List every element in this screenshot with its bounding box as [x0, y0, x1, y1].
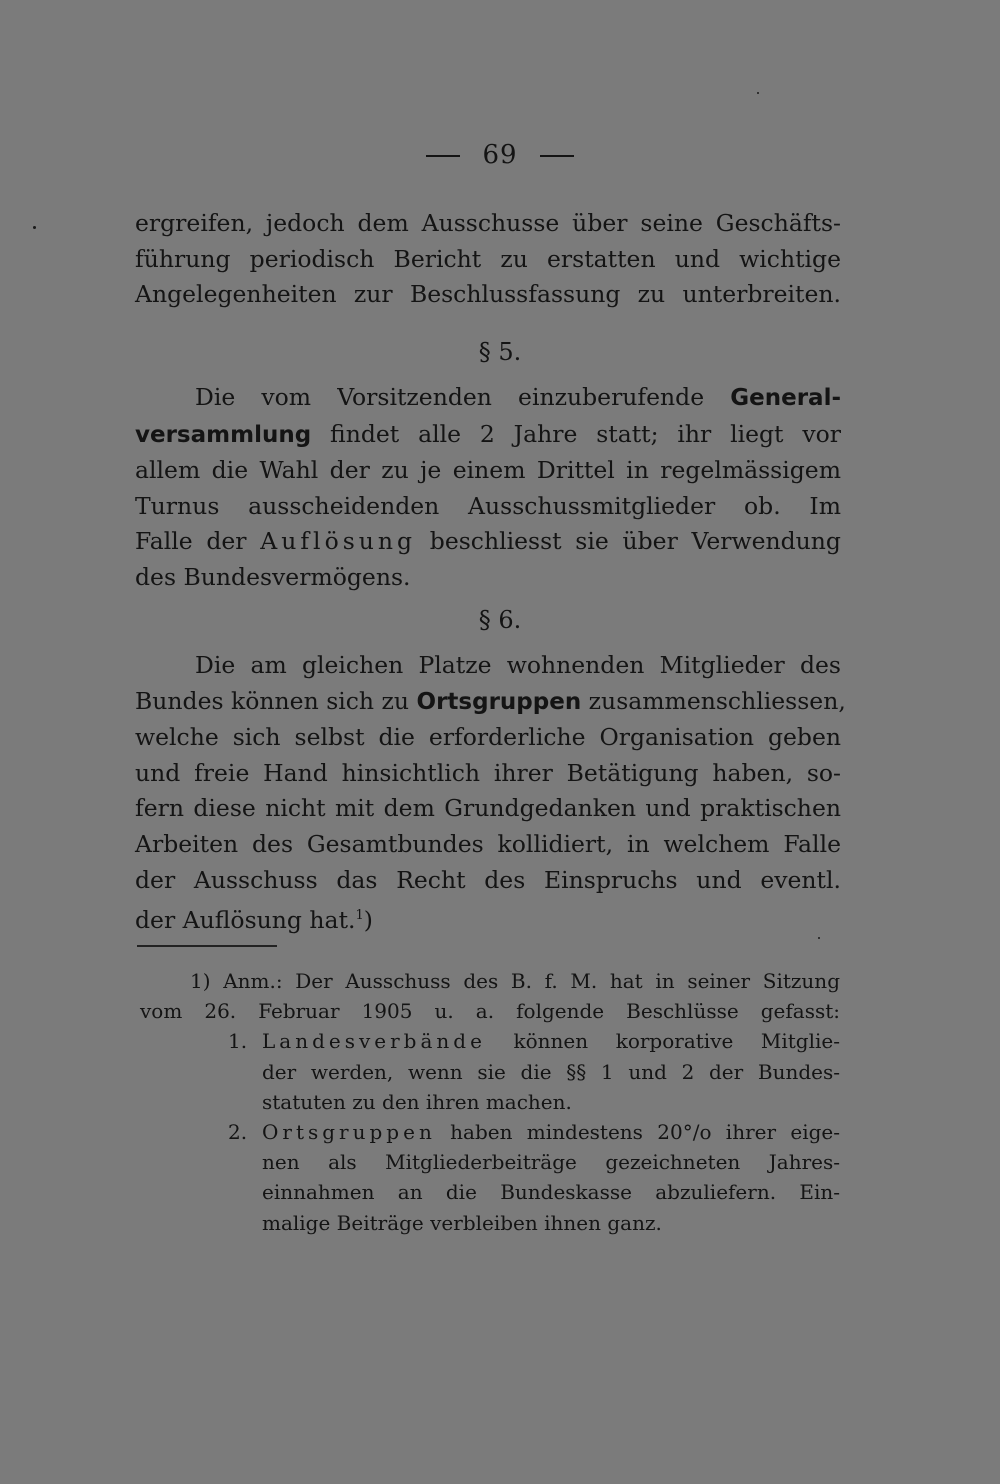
bold-term-generalversammlung: General-: [730, 385, 841, 411]
text-line: und freie Hand hinsichtlich ihrer Betätigung haben, so-: [135, 758, 841, 787]
footnote-line: nen als Mitgliederbeiträge gezeichneten Jahres-: [262, 1150, 840, 1175]
text-run: beschliesst sie über Verwendung: [416, 527, 841, 556]
section-6-heading: § 6.: [478, 606, 522, 634]
section-5-paragraph: [135, 380, 841, 596]
text-run: zusammenschliessen,: [581, 686, 846, 715]
footnote-list-item-2: [140, 1117, 840, 1238]
scan-speck: [33, 226, 36, 229]
section-5-heading: § 5.: [478, 338, 522, 366]
text-line: welche sich selbst die erforderliche Organisation geben: [135, 723, 841, 752]
text-line: [135, 417, 841, 454]
text-run: ): [363, 905, 373, 934]
footnote-line: [262, 1026, 840, 1056]
spaced-term-landesverbaende: Landesverbände: [262, 1029, 486, 1054]
text-line: ergreifen, jedoch dem Ausschusse über seine Geschäfts-: [135, 209, 841, 237]
text-run: Falle der: [135, 527, 261, 556]
text-line: fern diese nicht mit dem Grundgedanken und praktischen: [135, 794, 841, 823]
text-line: [135, 684, 846, 721]
page-number-dash-right: [540, 155, 574, 157]
bold-term-versammlung: versammlung: [135, 421, 312, 448]
intro-paragraph: [135, 206, 841, 313]
footnote: [140, 966, 840, 1238]
spaced-term-ortsgruppen: Ortsgruppen: [262, 1120, 436, 1145]
footnote-line: statuten zu den ihren machen.: [262, 1089, 572, 1114]
page-number-value: 69: [482, 140, 518, 170]
spaced-term-aufloesung: Auflösung: [260, 527, 417, 556]
footnote-line: [262, 1117, 840, 1147]
list-item-number: 1.: [228, 1029, 248, 1054]
footnote-line: vom 26. Februar 1905 u. a. folgende Beschlüsse gefasst:: [140, 999, 840, 1024]
section-6-paragraph: [135, 648, 846, 939]
text-line: allem die Wahl der zu je einem Drittel in regelmässigem: [135, 456, 841, 485]
text-line: [135, 898, 841, 938]
text-run: können korporative Mitglie-: [485, 1029, 840, 1054]
text-line: Arbeiten des Gesamtbundes kollidiert, in welchem Falle: [135, 829, 841, 858]
text-line: führung periodisch Bericht zu erstatten und wichtige: [135, 244, 841, 273]
text-line: der Ausschuss das Recht des Einspruchs und eventl.: [135, 865, 841, 894]
footnote-line: der werden, wenn sie die §§ 1 und 2 der Bundes-: [262, 1059, 840, 1084]
text-line: Turnus ausscheidenden Ausschussmitglieder ob. Im: [135, 491, 841, 520]
scan-speck: [757, 92, 759, 94]
text-line: [135, 524, 841, 560]
text-run: Die vom Vorsitzenden einzuberufende: [195, 383, 731, 411]
footnote-line: 1) Anm.: Der Ausschuss des B. f. M. hat in seiner Sitzung: [190, 969, 840, 993]
text-run: haben mindestens 20°/o ihrer eige-: [435, 1120, 840, 1145]
footnote-divider: [137, 945, 277, 947]
text-line: des Bundesvermögens.: [135, 562, 411, 591]
bold-term-ortsgruppen: Ortsgruppen: [416, 688, 582, 715]
footnote-marker: 1: [355, 908, 364, 924]
footnote-line: malige Beiträge verbleiben ihnen ganz.: [262, 1210, 662, 1235]
text-line: [135, 380, 841, 417]
page-number-dash-left: [426, 155, 460, 157]
text-run: findet alle 2 Jahre statt; ihr liegt vor: [311, 419, 841, 448]
text-line: Die am gleichen Platze wohnenden Mitglieder des: [195, 651, 841, 679]
list-item-number: 2.: [228, 1120, 248, 1145]
text-run: der Auflösung hat.: [135, 905, 356, 934]
page-number: [0, 140, 1000, 170]
text-line: Angelegenheiten zur Beschlussfassung zu unterbreiten.: [135, 280, 841, 309]
footnote-list-item-1: [140, 1026, 840, 1117]
footnote-line: einnahmen an die Bundeskasse abzuliefern. Ein-: [262, 1180, 840, 1205]
text-run: Bundes können sich zu: [135, 686, 417, 715]
scan-speck: [818, 937, 820, 939]
